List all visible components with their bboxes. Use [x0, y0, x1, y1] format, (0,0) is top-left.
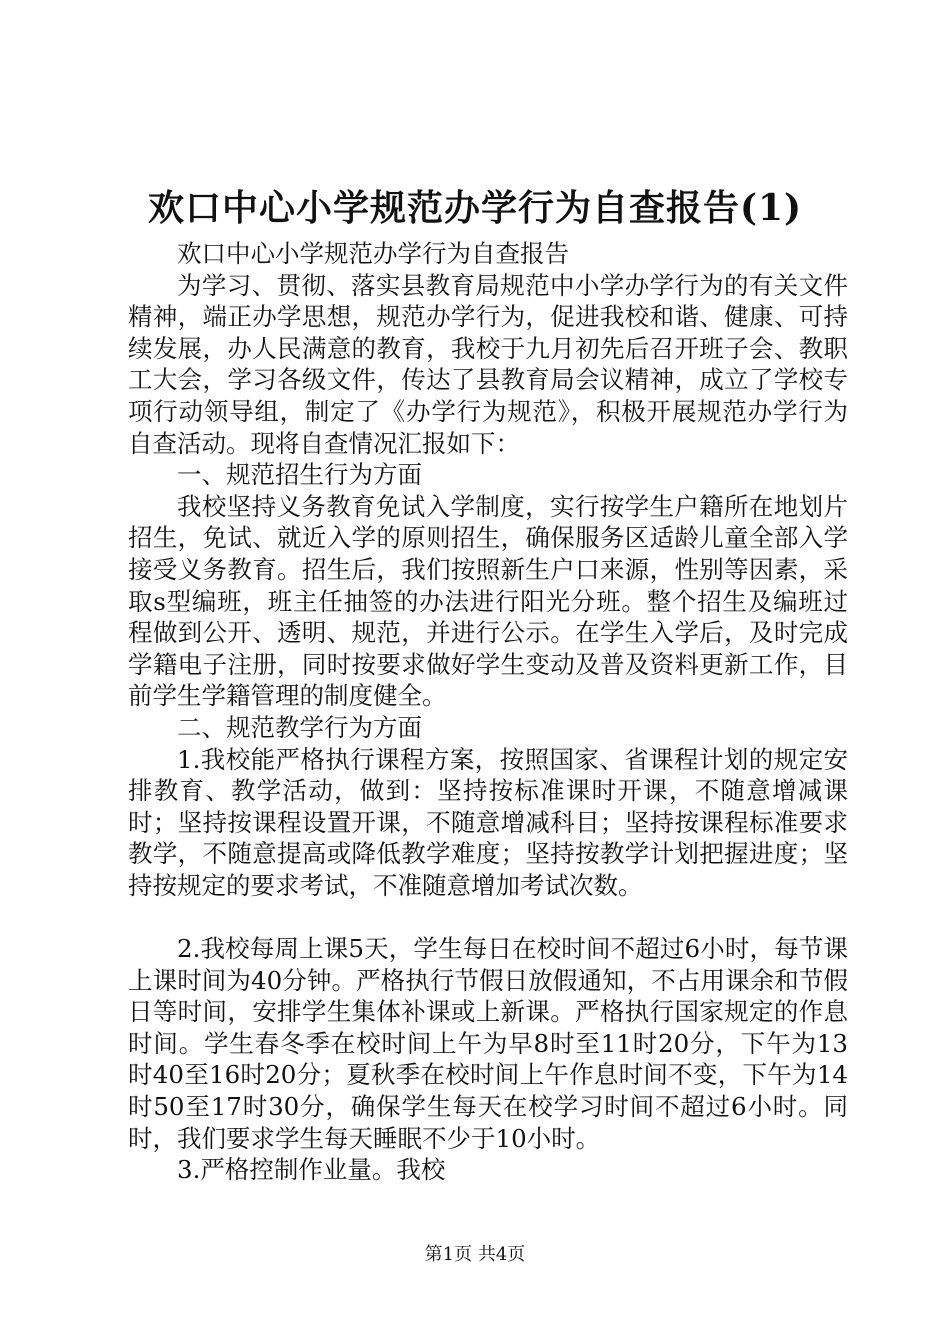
teaching-item-3: 3.严格控制作业量。我校 [177, 1155, 446, 1185]
teaching-item-2: 2.我校每周上课5天，学生每日在校时间不超过6小时，每节课上课时间为40分钟。严格执行节假日放假通知，不占用课余和节假日等时间，安排学生集体补课或上新课。严格执行国家规定的作息时间。学生春冬季在校时间上午为早8时至11时20分，下午为13时40至16时20分；夏秋季在校时间上午作息时间不变，下午为14时50至17时30分，确保学生每天在校学习时间不超过6小时。同时，我们要求学生每天睡眠不少于10小时。 [128, 934, 848, 1153]
intro-paragraph: 为学习、贯彻、落实县教育局规范中小学办学行为的有关文件精神，端正办学思想，规范办学行为，促进我校和谐、健康、可持续发展，办人民满意的教育，我校于九月初先后召开班子会、教职工大会，学习各级文件，传达了县教育局会议精神，成立了学校专项行动领导组，制定了《办学行为规范》，积极开展规范办学行为自查活动。现将自查情况汇报如下： [128, 270, 848, 458]
page-footer [0, 1243, 950, 1267]
page-number-label: 第1页 共4页 [424, 1244, 526, 1265]
section-heading-teaching: 二、规范教学行为方面 [177, 712, 422, 742]
section-heading-enrollment: 一、规范招生行为方面 [177, 460, 422, 490]
document-body [128, 238, 848, 1186]
teaching-item-1: 1.我校能严格执行课程方案，按照国家、省课程计划的规定安排教育、教学活动，做到：坚持按标准课时开课，不随意增减课时；坚持按课程设置开课，不随意增减科目；坚持按课程标准要求教学，不随意提高或降低教学难度；坚持按教学计划把握进度；坚持按规定的要求考试，不准随意增加考试次数。 [128, 744, 848, 900]
document-title: 欢口中心小学规范办学行为自查报告(1) [147, 187, 803, 229]
enrollment-paragraph: 我校坚持义务教育免试入学制度，实行按学生户籍所在地划片招生，免试、就近入学的原则招生，确保服务区适龄儿童全部入学接受义务教育。招生后，我们按照新生户口来源，性别等因素，采取s型编班，班主任抽签的办法进行阳光分班。整个招生及编班过程做到公开、透明、规范，并进行公示。在学生入学后，及时完成学籍电子注册，同时按要求做好学生变动及普及资料更新工作，目前学生学籍管理的制度健全。 [128, 491, 848, 711]
subtitle-paragraph: 欢口中心小学规范办学行为自查报告 [177, 239, 569, 268]
